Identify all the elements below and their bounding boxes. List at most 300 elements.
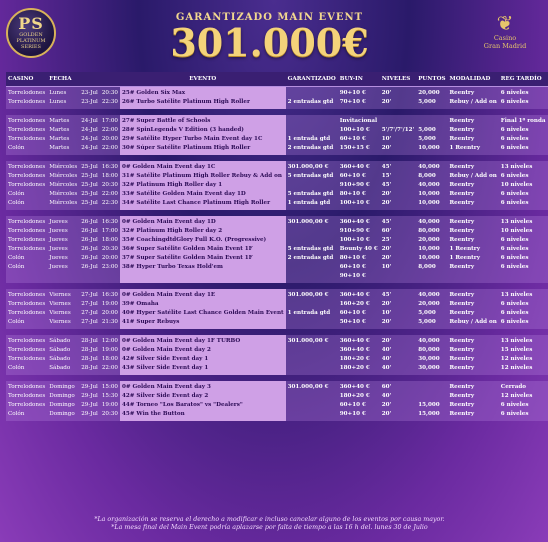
mode-cell [448, 161, 499, 210]
mode-line: 1 Reentry [449, 255, 480, 261]
levels-cell [380, 115, 416, 155]
weekday-line: Miércoles [49, 182, 78, 188]
buyin-line: Invitacional [339, 118, 378, 124]
date-line: 27-Jul [81, 292, 98, 298]
points-cell [416, 87, 447, 109]
event-line: 36# Super Satélite Golden Main Event 1F [121, 246, 253, 252]
mode-line: Reentry [449, 228, 475, 234]
weekday-line: Viernes [49, 319, 71, 325]
late-line: 6 niveles [500, 127, 529, 133]
levels-line: 60' [381, 228, 392, 234]
points-line: 40,000 [418, 182, 440, 188]
event-line: 33# Satélite Golden Main Event day 1D [121, 191, 246, 197]
points-line: 10,000 [418, 246, 440, 252]
guaranteed-line [288, 227, 336, 236]
time-line: 17:00 [101, 118, 118, 124]
date-line: 29-Jul [81, 411, 98, 417]
casino-line: Torrelodones [8, 99, 46, 105]
points-line: 10,000 [418, 191, 440, 197]
event-line: 42# Silver Side Event day 1 [121, 356, 209, 362]
time-line: 20:30 [101, 411, 118, 417]
weekday-line: Domingo [49, 393, 75, 399]
guaranteed-line: 301.000,00 € [287, 338, 329, 344]
guaranteed-line [288, 89, 336, 98]
event-line: 39# Omaha [121, 301, 159, 307]
buyin-line: Bounty 40 € [339, 246, 378, 252]
mode-line: Reentry [449, 264, 475, 270]
date-line: 28-Jul [81, 356, 98, 362]
late-cell [499, 216, 548, 283]
late-line: 13 niveles [500, 219, 533, 225]
main-event-kicker: GARANTIZADO MAIN EVENT [175, 12, 364, 23]
late-line: 6 niveles [500, 246, 529, 252]
date-line: 29-Jul [81, 384, 98, 390]
weekday-line: Viernes [49, 292, 71, 298]
buyin-cell [338, 161, 380, 210]
buyin-line: 100+10 € [339, 237, 370, 243]
event-line: 38# Hyper Turbo Texas Hold'em [121, 264, 223, 270]
date-line: 24-Jul [81, 136, 98, 142]
event-line: 0# Golden Main Event day 1D [121, 219, 216, 225]
event-line: 32# Platinum High Roller day 2 [121, 228, 223, 234]
time-line: 22:30 [101, 200, 118, 206]
weekday-line: Domingo [49, 411, 75, 417]
points-cell [416, 335, 447, 375]
levels-line: 40' [381, 365, 392, 371]
date-cell [79, 161, 100, 210]
date-cell [79, 216, 100, 283]
time-cell [100, 381, 120, 421]
mode-cell [448, 289, 499, 329]
mode-line: Reentry [449, 182, 475, 188]
date-line: 26-Jul [81, 246, 98, 252]
mode-line: Reentry [449, 90, 475, 96]
table-header-row [6, 72, 548, 87]
casino-line: Colón [8, 411, 25, 417]
levels-line: 20' [381, 319, 392, 325]
late-line: 10 niveles [500, 182, 533, 188]
buyin-cell [338, 115, 380, 155]
points-line: 15,000 [418, 411, 440, 417]
date-line: 26-Jul [81, 228, 98, 234]
date-line: 26-Jul [81, 237, 98, 243]
casino-line: Colón [8, 255, 25, 261]
casino-cell [6, 115, 47, 155]
day-block-row [6, 161, 548, 210]
col-header-buyin: BUY-IN [338, 72, 380, 87]
weekday-line: Jueves [49, 219, 68, 225]
mode-line: Reentry [449, 127, 475, 133]
buyin-cell [338, 289, 380, 329]
weekday-line: Jueves [49, 264, 68, 270]
header [0, 0, 539, 70]
points-line: 10,000 [418, 255, 440, 261]
date-line: 28-Jul [81, 347, 98, 353]
guaranteed-cell [286, 289, 338, 329]
event-cell [120, 115, 286, 155]
date-line: 25-Jul [81, 173, 98, 179]
time-line: 21:30 [101, 319, 118, 325]
date-line: 25-Jul [81, 182, 98, 188]
time-line: 20:00 [101, 136, 118, 142]
time-line: 12:00 [101, 338, 118, 344]
weekday-line: Martes [49, 118, 70, 124]
day-block-row [6, 289, 548, 329]
col-header-niveles: NIVELES [380, 72, 416, 87]
late-line: 6 niveles [500, 136, 529, 142]
buyin-cell [338, 335, 380, 375]
levels-line: 45' [381, 219, 392, 225]
weekday-line: Sábado [49, 365, 71, 371]
late-cell [499, 335, 548, 375]
buyin-line: 100+10 € [339, 127, 370, 133]
buyin-line: 180+20 € [339, 393, 370, 399]
levels-cell [380, 161, 416, 210]
points-line: 40,000 [418, 219, 440, 225]
levels-line: 25' [381, 237, 392, 243]
date-line: 24-Jul [81, 127, 98, 133]
mode-cell [448, 216, 499, 283]
col-header-garantizado: GARANTIZADO [286, 72, 338, 87]
date-line: 24-Jul [81, 145, 98, 151]
points-line: 40,000 [418, 292, 440, 298]
guaranteed-line [288, 410, 336, 419]
col-header-puntos: PUNTOS [416, 72, 447, 87]
weekday-line: Miércoles [49, 191, 78, 197]
time-line: 18:00 [101, 356, 118, 362]
weekday-line: Sábado [49, 356, 71, 362]
levels-line [382, 117, 414, 126]
levels-line: 45' [381, 292, 392, 298]
points-line: 80,000 [418, 228, 440, 234]
weekday-line: Jueves [49, 228, 68, 234]
late-line: 6 niveles [500, 237, 529, 243]
mode-line: Reentry [449, 237, 475, 243]
buyin-line: 90+10 € [339, 90, 366, 96]
date-line: 26-Jul [81, 219, 98, 225]
time-cell [100, 87, 120, 109]
time-line: 22:00 [101, 191, 118, 197]
weekday-cell [47, 335, 79, 375]
time-line: 18:00 [101, 237, 118, 243]
time-cell [100, 289, 120, 329]
mode-line: Reentry [449, 402, 475, 408]
weekday-line: Miércoles [49, 200, 78, 206]
weekday-line: Viernes [49, 301, 71, 307]
time-line: 19:00 [101, 402, 118, 408]
event-line: 25# Golden Six Max [121, 90, 186, 96]
mode-line: Reentry [449, 347, 475, 353]
points-line [418, 392, 445, 401]
event-cell [120, 216, 286, 283]
date-cell [79, 87, 100, 109]
logo-left-monogram: PS [18, 14, 44, 33]
mode-cell [448, 381, 499, 421]
guaranteed-line: 301.000,00 € [287, 164, 329, 170]
event-line: 0# Golden Main Event day 1C [121, 164, 216, 170]
mode-line: Rebuy / Add on [449, 99, 497, 105]
buyin-cell [338, 216, 380, 283]
levels-line: 10' [381, 310, 392, 316]
late-line: 6 niveles [500, 200, 529, 206]
points-line: 80,000 [418, 347, 440, 353]
event-line: 30# Súper Satélite Platinum High Roller [121, 145, 251, 151]
guaranteed-line: 2 entradas gtd [287, 255, 334, 261]
mode-cell [448, 115, 499, 155]
guaranteed-line [288, 392, 336, 401]
points-line: 10,000 [418, 200, 440, 206]
day-block-row [6, 115, 548, 155]
weekday-cell [47, 161, 79, 210]
points-line [418, 117, 445, 126]
time-line: 16:30 [101, 219, 118, 225]
date-line: 26-Jul [81, 255, 98, 261]
casino-name-line2: Gran Madrid [483, 42, 527, 50]
buyin-line: 160+20 € [339, 301, 370, 307]
levels-line: 45' [381, 164, 392, 170]
casino-line: Colón [8, 264, 25, 270]
date-line: 26-Jul [81, 264, 98, 270]
mode-cell [448, 335, 499, 375]
time-cell [100, 216, 120, 283]
schedule-table [6, 72, 548, 421]
mode-line: Reentry [449, 365, 475, 371]
time-line: 19:00 [101, 347, 118, 353]
time-line: 17:00 [101, 228, 118, 234]
time-line: 20:30 [101, 182, 118, 188]
late-line: Final 1ª ronda [500, 118, 546, 124]
mode-line: Rebuy / Add on [449, 173, 497, 179]
time-cell [100, 335, 120, 375]
guaranteed-line: 5 entradas gtd [287, 191, 334, 197]
event-line: 29# Satélite Hyper Turbo Main Event day 1C [121, 136, 263, 142]
levels-line: 20' [381, 99, 392, 105]
time-line: 23:00 [101, 264, 118, 270]
mode-line: Reentry [449, 191, 475, 197]
event-line: 0# Golden Main Event day 1F TURBO [121, 338, 241, 344]
weekday-line: Lunes [49, 90, 67, 96]
time-line: 20:00 [101, 255, 118, 261]
weekday-line: Miércoles [49, 164, 78, 170]
event-line: 34# Satélite Last Chance Platinum High Roller [121, 200, 271, 206]
event-line: 28# SpinLegends V Edition (3 handed) [121, 127, 244, 133]
buyin-cell [338, 381, 380, 421]
mode-line: Reentry [449, 356, 475, 362]
points-line: 20,000 [418, 90, 440, 96]
buyin-line: 80+10 € [339, 191, 366, 197]
event-line: 42# Silver Side Event day 2 [121, 393, 209, 399]
event-line: 40# Hyper Satélite Last Chance Golden Main Event [121, 310, 284, 316]
casino-line: Torrelodones [8, 136, 46, 142]
guaranteed-line [288, 346, 336, 355]
levels-line: 40' [381, 393, 392, 399]
points-line: 5,000 [418, 127, 436, 133]
weekday-line: Sábado [49, 338, 71, 344]
day-block-row [6, 87, 548, 109]
guaranteed-line: 2 entradas gtd [287, 145, 334, 151]
date-line: 29-Jul [81, 402, 98, 408]
event-line: 45# Win the Button [121, 411, 185, 417]
mode-line: Reentry [449, 384, 475, 390]
guaranteed-line [288, 318, 336, 327]
day-block-row [6, 216, 548, 283]
late-line: 6 niveles [500, 411, 529, 417]
time-line: 18:00 [101, 173, 118, 179]
casino-cell [6, 216, 47, 283]
buyin-line: 150+15 € [339, 145, 370, 151]
casino-line: Torrelodones [8, 402, 46, 408]
casino-line: Torrelodones [8, 118, 46, 124]
casino-line: Torrelodones [8, 393, 46, 399]
mode-line: Reentry [449, 118, 475, 124]
time-line: 15:30 [101, 393, 118, 399]
casino-line: Torrelodones [8, 219, 46, 225]
levels-line: 40' [381, 347, 392, 353]
time-line: 22:00 [101, 127, 118, 133]
casino-line: Torrelodones [8, 164, 46, 170]
points-line: 5,000 [418, 319, 436, 325]
levels-line: 20' [381, 402, 392, 408]
date-cell [79, 289, 100, 329]
weekday-cell [47, 289, 79, 329]
event-line: 27# Super Battle of Schools [121, 118, 211, 124]
buyin-line: 60+10 € [339, 136, 366, 142]
mode-cell [448, 87, 499, 109]
buyin-line: 360+40 € [339, 347, 370, 353]
guaranteed-line: 1 entrada gtd [287, 136, 331, 142]
late-cell [499, 87, 548, 109]
col-header-modalidad: MODALIDAD [448, 72, 499, 87]
points-line: 8,000 [418, 173, 436, 179]
late-cell [499, 161, 548, 210]
weekday-line: Jueves [49, 237, 68, 243]
buyin-line: 60+10 € [339, 310, 366, 316]
date-line: 29-Jul [81, 393, 98, 399]
guaranteed-line [288, 401, 336, 410]
late-line: 6 niveles [500, 255, 529, 261]
late-line: 13 niveles [500, 164, 533, 170]
mode-line: Reentry [449, 219, 475, 225]
levels-line: 20' [381, 246, 392, 252]
points-line: 30,000 [418, 365, 440, 371]
mode-line: Reentry [449, 292, 475, 298]
points-cell [416, 161, 447, 210]
points-line: 5,000 [418, 99, 436, 105]
late-line: 6 niveles [500, 301, 529, 307]
weekday-cell [47, 115, 79, 155]
weekday-line: Martes [49, 127, 70, 133]
late-line: 10 niveles [500, 228, 533, 234]
guaranteed-line: 1 entrada gtd [287, 200, 331, 206]
time-line: 20:00 [101, 310, 118, 316]
casino-cell [6, 289, 47, 329]
event-line: 0# Golden Main Event day 3 [121, 384, 211, 390]
guaranteed-line [288, 355, 336, 364]
points-line: 5,000 [418, 310, 436, 316]
late-line: 6 niveles [500, 145, 529, 151]
time-line: 20:30 [101, 246, 118, 252]
casino-line: Torrelodones [8, 310, 46, 316]
casino-line: Torrelodones [8, 356, 46, 362]
guaranteed-line: 1 entrada gtd [287, 310, 331, 316]
time-line: 16:30 [101, 292, 118, 298]
levels-cell [380, 216, 416, 283]
levels-line: 20' [381, 191, 392, 197]
weekday-line: Sábado [49, 347, 71, 353]
event-cell [120, 381, 286, 421]
casino-cell [6, 87, 47, 109]
date-line: 27-Jul [81, 301, 98, 307]
points-line: 5,000 [418, 136, 436, 142]
time-line: 22:30 [101, 99, 118, 105]
guaranteed-line [288, 117, 336, 126]
buyin-line: 910+90 € [339, 228, 370, 234]
casino-cell [6, 335, 47, 375]
logo-left-caption: GOLDEN PLATINUM SERIES [16, 32, 46, 50]
casino-line: Torrelodones [8, 384, 46, 390]
weekday-line: Lunes [49, 99, 67, 105]
casino-cell [6, 381, 47, 421]
buyin-cell [338, 87, 380, 109]
late-line: 6 niveles [500, 99, 529, 105]
late-line: 12 niveles [500, 356, 533, 362]
levels-line: 45' [381, 182, 392, 188]
points-line: 40,000 [418, 164, 440, 170]
casino-line: Colón [8, 191, 25, 197]
guaranteed-line [288, 300, 336, 309]
levels-line: 40' [381, 356, 392, 362]
levels-cell [380, 381, 416, 421]
late-cell [499, 381, 548, 421]
buyin-line: 60+10 € [339, 173, 366, 179]
casino-cell [6, 161, 47, 210]
levels-line: 10' [381, 136, 392, 142]
date-cell [79, 115, 100, 155]
casino-line: Torrelodones [8, 246, 46, 252]
time-line: 19:00 [101, 301, 118, 307]
late-line: 6 niveles [500, 402, 529, 408]
date-cell [79, 335, 100, 375]
buyin-line: 360+40 € [339, 219, 370, 225]
guaranteed-cell [286, 87, 338, 109]
guaranteed-cell [286, 115, 338, 155]
casino-line: Torrelodones [8, 347, 46, 353]
late-line: 13 niveles [500, 338, 533, 344]
event-line: 44# Torneo "Los Baratos" vs "Dealers" [121, 402, 243, 408]
guaranteed-line: 5 entradas gtd [287, 246, 334, 252]
casino-line: Torrelodones [8, 127, 46, 133]
event-cell [120, 289, 286, 329]
casino-line: Torrelodones [8, 90, 46, 96]
date-line: 25-Jul [81, 191, 98, 197]
casino-line: Torrelodones [8, 301, 46, 307]
col-header-reg-tardio: REG TARDÍO [499, 72, 548, 87]
event-line: 43# Silver Side Event day 1 [121, 365, 209, 371]
date-line: 28-Jul [81, 338, 98, 344]
mode-line: Reentry [449, 136, 475, 142]
levels-cell [380, 87, 416, 109]
weekday-line: Martes [49, 145, 70, 151]
points-cell [416, 216, 447, 283]
guaranteed-cell [286, 161, 338, 210]
mode-line: 1 Reentry [449, 145, 480, 151]
buyin-line: 360+40 € [339, 164, 370, 170]
levels-line: 20' [381, 301, 392, 307]
event-line: 35# CoachingdtdGlory Full K.O. (Progressive) [121, 237, 267, 243]
time-line: 22:00 [101, 365, 118, 371]
casino-line: Torrelodones [8, 173, 46, 179]
levels-line: 20' [381, 255, 392, 261]
